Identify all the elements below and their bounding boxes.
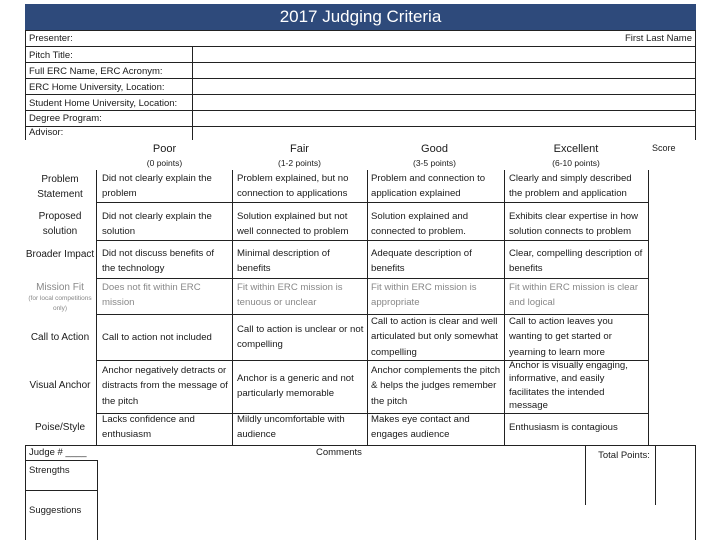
fair-cell: Anchor is a generic and not particularly memorable — [237, 373, 354, 400]
good-cell: Adequate description of benefits — [371, 248, 472, 275]
student-home-label: Student Home University, Location: — [29, 98, 178, 109]
fair-cell: Problem explained, but no connection to applications — [237, 173, 349, 200]
excellent-cell: Exhibits clear expertise in how solution connects to problem — [509, 211, 639, 238]
poor-cell: Anchor negatively detracts or distracts from the message of the pitch — [102, 365, 228, 407]
fair-cell: Call to action is unclear or not compelling — [237, 324, 364, 351]
suggestions-field[interactable] — [98, 491, 694, 539]
good-cell: Makes eye contact and engages audience — [371, 414, 470, 441]
criterion-name: Mission Fit — [36, 282, 84, 293]
degree-label: Degree Program: — [29, 113, 102, 124]
column-fair-points: (1-2 points) — [278, 158, 321, 168]
pitch-title-label: Pitch Title: — [29, 50, 73, 61]
comments-label: Comments — [316, 447, 362, 458]
fair-cell: Solution explained but not well connected to problem — [237, 211, 349, 238]
criterion-name: Call to Action — [30, 332, 90, 343]
degree-field[interactable] — [193, 111, 695, 126]
erc-home-field[interactable] — [193, 79, 695, 94]
criterion-name: Poise/Style — [34, 422, 86, 433]
good-cell: Anchor complements the pitch & helps the judges remember the pitch — [371, 365, 501, 407]
column-poor-label: Poor — [152, 143, 177, 155]
fair-cell: Fit within ERC mission is tenuous or unclear — [237, 282, 343, 309]
poor-cell: Did not clearly explain the solution — [102, 211, 212, 238]
excellent-cell: Clearly and simply described the problem and application — [509, 173, 632, 200]
criterion-name: Broader Impact — [25, 249, 95, 260]
column-good-label: Good — [421, 143, 448, 155]
good-cell: Problem and connection to application explained — [371, 173, 486, 200]
total-points-label: Total Points: — [598, 450, 650, 461]
total-points-field[interactable] — [656, 446, 694, 504]
erc-name-field[interactable] — [193, 63, 695, 78]
fair-cell: Minimal description of benefits — [237, 248, 330, 275]
criterion-name: Visual Anchor — [29, 380, 91, 391]
column-excellent-label: Excellent — [553, 143, 599, 155]
column-good-points: (3-5 points) — [413, 158, 456, 168]
excellent-cell: Call to action leaves you wanting to get started or yearning to learn more — [509, 316, 613, 358]
column-excellent-points: (6-10 points) — [552, 158, 600, 168]
name-hint: First Last Name — [624, 33, 692, 44]
poor-cell: Did not discuss benefits of the technology — [102, 248, 214, 275]
excellent-cell: Fit within ERC mission is clear and logical — [509, 282, 639, 309]
erc-home-label: ERC Home University, Location: — [29, 82, 165, 93]
presenter-label: Presenter: — [29, 33, 73, 44]
score-header: Score — [652, 143, 676, 153]
good-cell: Solution explained and connected to problem. — [371, 211, 469, 238]
advisor-field[interactable] — [193, 127, 695, 140]
good-cell: Call to action is clear and well articulated but only somewhat compelling — [371, 316, 498, 358]
poor-cell: Did not clearly explain the problem — [102, 173, 212, 200]
excellent-cell: Anchor is visually engaging, informative, and easily facilitates the intended message — [509, 360, 628, 412]
column-poor-points: (0 points) — [146, 158, 183, 168]
poor-cell: Does not fit within ERC mission — [102, 282, 201, 309]
criterion-note: (for local competitions only) — [28, 295, 92, 312]
fair-cell: Mildly uncomfortable with audience — [237, 414, 345, 441]
criterion-name: Problem Statement — [37, 174, 83, 200]
suggestions-label: Suggestions — [29, 505, 82, 516]
strengths-label: Strengths — [29, 465, 70, 476]
poor-cell: Lacks confidence and enthusiasm — [102, 414, 195, 441]
page-title: 2017 Judging Criteria — [25, 4, 696, 30]
excellent-cell: Clear, compelling description of benefits — [509, 248, 643, 275]
judge-number-label: Judge # ____ — [29, 447, 87, 458]
poor-cell: Call to action not included — [102, 332, 212, 343]
good-cell: Fit within ERC mission is appropriate — [371, 282, 477, 309]
criterion-name: Proposed solution — [38, 211, 82, 237]
erc-name-label: Full ERC Name, ERC Acronym: — [29, 66, 163, 77]
advisor-label: Advisor: — [29, 127, 64, 138]
student-home-field[interactable] — [193, 95, 695, 110]
pitch-title-field[interactable] — [193, 47, 695, 62]
excellent-cell: Enthusiasm is contagious — [509, 422, 618, 433]
column-fair-label: Fair — [290, 143, 309, 155]
